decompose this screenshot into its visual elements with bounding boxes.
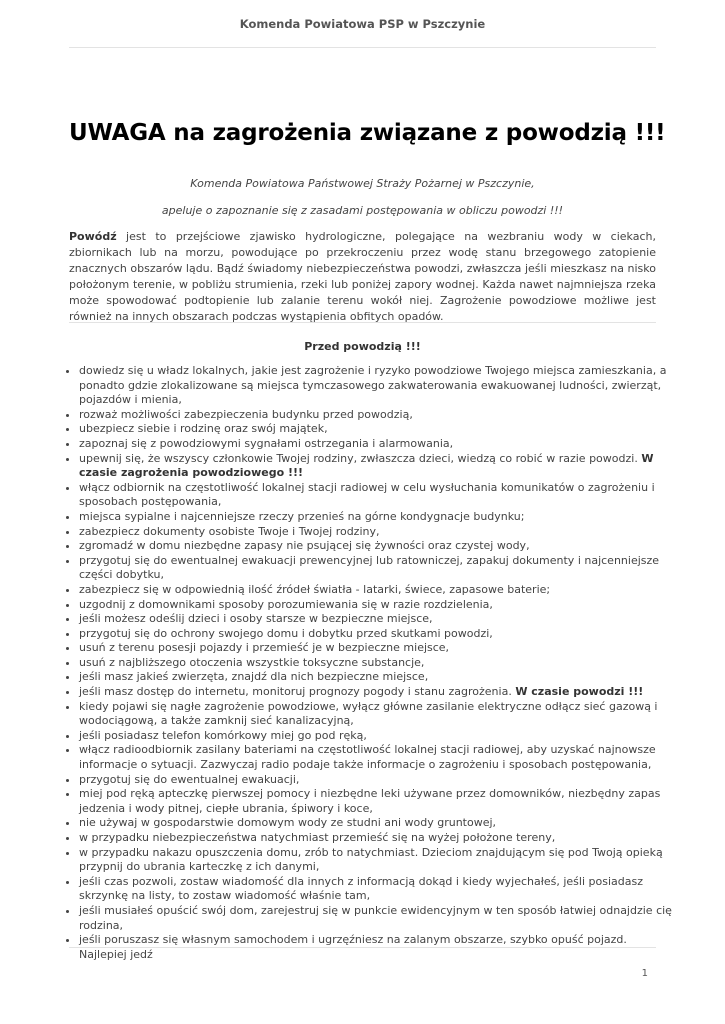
list-item-text: jeśli musiałeś opuścić swój dom, zarejestruj się w punkcie ewidencyjnym w ten sposób łatwiej odnajdzie cię rodzina, [79, 903, 672, 932]
list-item [79, 554, 675, 583]
list-item-text: zgromadź w domu niezbędne zapasy nie psującej się żywności oraz czystej wody, [79, 539, 530, 553]
list-item [79, 816, 675, 831]
list-item [79, 539, 675, 554]
list-item [79, 583, 675, 598]
intro-term: Powódź [69, 230, 117, 243]
list-item-text: jeśli posiadasz telefon komórkowy miej go pod ręką, [79, 728, 367, 742]
list-item [79, 846, 675, 875]
list-item [79, 656, 675, 671]
section-title: Przed powodzią !!! [304, 340, 421, 353]
list-item-text: dowiedz się u władz lokalnych, jakie jest zagrożenie i ryzyko powodziowe Twojego miejsca zamieszkania, a ponadto gdzie zlokalizowane są miejsca tymczasowego zakwaterowania ewakuowanej ludności, zwierząt, pojazdów i mienia, [79, 364, 667, 407]
list-item [79, 437, 675, 452]
subtitle-line-2: apeluje o zapoznanie się z zasadami postępowania w obliczu powodzi !!! [161, 204, 564, 217]
list-item [79, 743, 675, 772]
list-item-text: miejsca sypialne i najcenniejsze rzeczy przenieś na górne kondygnacje budynku; [79, 509, 525, 523]
list-item-emphasis: W czasie zagrożenia powodziowego !!! [79, 451, 654, 480]
list-item [79, 612, 675, 627]
list-item [79, 598, 675, 613]
list-item [79, 364, 675, 408]
list-item [79, 510, 675, 525]
list-item [79, 408, 675, 423]
section-divider [69, 322, 656, 323]
list-item-text: miej pod ręką apteczkę pierwszej pomocy i niezbędne leki używane przez domowników, niezbędny zapas jedzenia i wody pitnej, ciepłe ubrania, śpiwory i koce, [79, 787, 661, 815]
list-item-text: w przypadku nakazu opuszczenia domu, zrób to natychmiast. Dzieciom znajdującym się pod Twoją opieką przypnij do ubrania karteczkę z ich danymi, [79, 845, 663, 874]
list-item-text: jeśli możesz odeślij dzieci i osoby starsze w bezpieczne miejsce, [79, 612, 433, 626]
list-item-emphasis: W czasie powodzi !!! [515, 685, 644, 699]
list-item-text: zabezpiecz się w odpowiednią ilość źródeł światła - latarki, świece, zapasowe baterie; [79, 582, 551, 596]
footer-divider [69, 947, 656, 948]
list-item-text: rozważ możliwości zabezpieczenia budynku przed powodzią, [79, 407, 413, 421]
list-item [79, 729, 675, 744]
page-number: 1 [641, 968, 648, 979]
list-item-text: zapoznaj się z powodziowymi sygnałami ostrzegania i alarmowania, [79, 436, 454, 450]
list-item-text: jeśli masz dostęp do internetu, monitoruj prognozy pogody i stanu zagrożenia. [79, 685, 516, 699]
list-item-text: kiedy pojawi się nagłe zagrożenie powodziowe, wyłącz główne zasilanie elektryczne odłącz sieć gazową i wodociągową, a także zamknij sieć kanalizacyjną, [79, 699, 658, 728]
list-item [79, 627, 675, 642]
list-item-text: włącz odbiornik na częstotliwość lokalnej stacji radiowej w celu wysłuchania komunikatów o zagrożeniu i sposobach postępowania, [79, 480, 655, 509]
list-item-text: usuń z terenu posesji pojazdy i przemieść je w bezpieczne miejsce, [79, 641, 450, 655]
list-item-text: jeśli poruszasz się własnym samochodem i ugrzęźniesz na zalanym obszarze, szybko opuść pojazd. Najlepiej jedź [79, 933, 627, 961]
list-item [79, 452, 675, 481]
header-divider [69, 47, 656, 48]
list-item-text: zabezpiecz dokumenty osobiste Twoje i Twojej rodziny, [79, 524, 380, 538]
list-item [79, 525, 675, 540]
list-item [79, 904, 675, 933]
list-item-text: ubezpiecz siebie i rodzinę oraz swój majątek, [79, 422, 328, 436]
list-item [79, 422, 675, 437]
list-item-text: przygotuj się do ochrony swojego domu i dobytku przed skutkami powodzi, [79, 626, 493, 640]
list-item [79, 481, 675, 510]
list-item [79, 670, 675, 685]
list-item-text: jeśli czas pozwoli, zostaw wiadomość dla innych z informacją dokąd i kiedy wyjechałeś, jeśli posiadasz skrzynkę na listy, to zostaw wiadomość właśnie tam, [79, 874, 643, 903]
guidance-list [66, 364, 675, 962]
page-header-organization: Komenda Powiatowa PSP w Pszczynie [239, 17, 486, 31]
list-item [79, 773, 675, 788]
list-item-text: włącz radioodbiornik zasilany bateriami na częstotliwość lokalnej stacji radiowej, aby uzyskać najnowsze informacje o sytuacji. Zazwyczaj radio podaje także informacje o zagrożeniu i sposobach postępowania, [79, 743, 656, 772]
document-title: UWAGA na zagrożenia związane z powodzią !!! [69, 120, 666, 146]
list-item-text: uzgodnij z domownikami sposoby porozumiewania się w razie rozdzielenia, [79, 597, 493, 611]
list-item-text: nie używaj w gospodarstwie domowym wody ze studni ani wody gruntowej, [79, 816, 497, 830]
list-item [79, 685, 675, 700]
list-item [79, 831, 675, 846]
list-item-text: przygotuj się do ewentualnej ewakuacji, [79, 772, 300, 786]
intro-text: jest to przejściowe zjawisko hydrologiczne, polegające na wezbraniu wody w ciekach, zbiornikach lub na morzu, powodujące po przekroczeniu przez wodę stanu brzegowego zatopienie znacznych obszarów lądu. Bądź świadomy niebezpieczeństwa powodzi, zwłaszcza jeśli mieszkasz na nisko położonym terenie, w pobliżu strumienia, rzeki lub poniżej zapory wodnej. Każda nawet najmniejsza rzeka może spowodować podtopienie lub zalanie terenu wokół niej. Zagrożenie powodziowe możliwe jest również na innych obszarach podczas wystąpienia obfitych opadów. [69, 230, 656, 323]
list-item [79, 875, 675, 904]
list-item-text: upewnij się, że wszyscy członkowie Twojej rodziny, zwłaszcza dzieci, wiedzą co robić w razie powodzi. [79, 451, 642, 465]
list-item-text: usuń z najbliższego otoczenia wszystkie toksyczne substancje, [79, 655, 425, 669]
list-item [79, 787, 675, 816]
intro-paragraph [69, 229, 656, 325]
list-item-text: jeśli masz jakieś zwierzęta, znajdź dla nich bezpieczne miejsce, [79, 670, 429, 684]
list-item [79, 641, 675, 656]
list-item [79, 700, 675, 729]
list-item-text: w przypadku niebezpieczeństwa natychmiast przemieść się na wyżej położone tereny, [79, 831, 556, 844]
subtitle-line-1: Komenda Powiatowa Państwowej Straży Pożarnej w Pszczynie, [190, 177, 535, 190]
list-item-text: przygotuj się do ewentualnej ewakuacji prewencyjnej lub ratowniczej, zapakuj dokumenty i najcenniejsze części dobytku, [79, 553, 660, 582]
